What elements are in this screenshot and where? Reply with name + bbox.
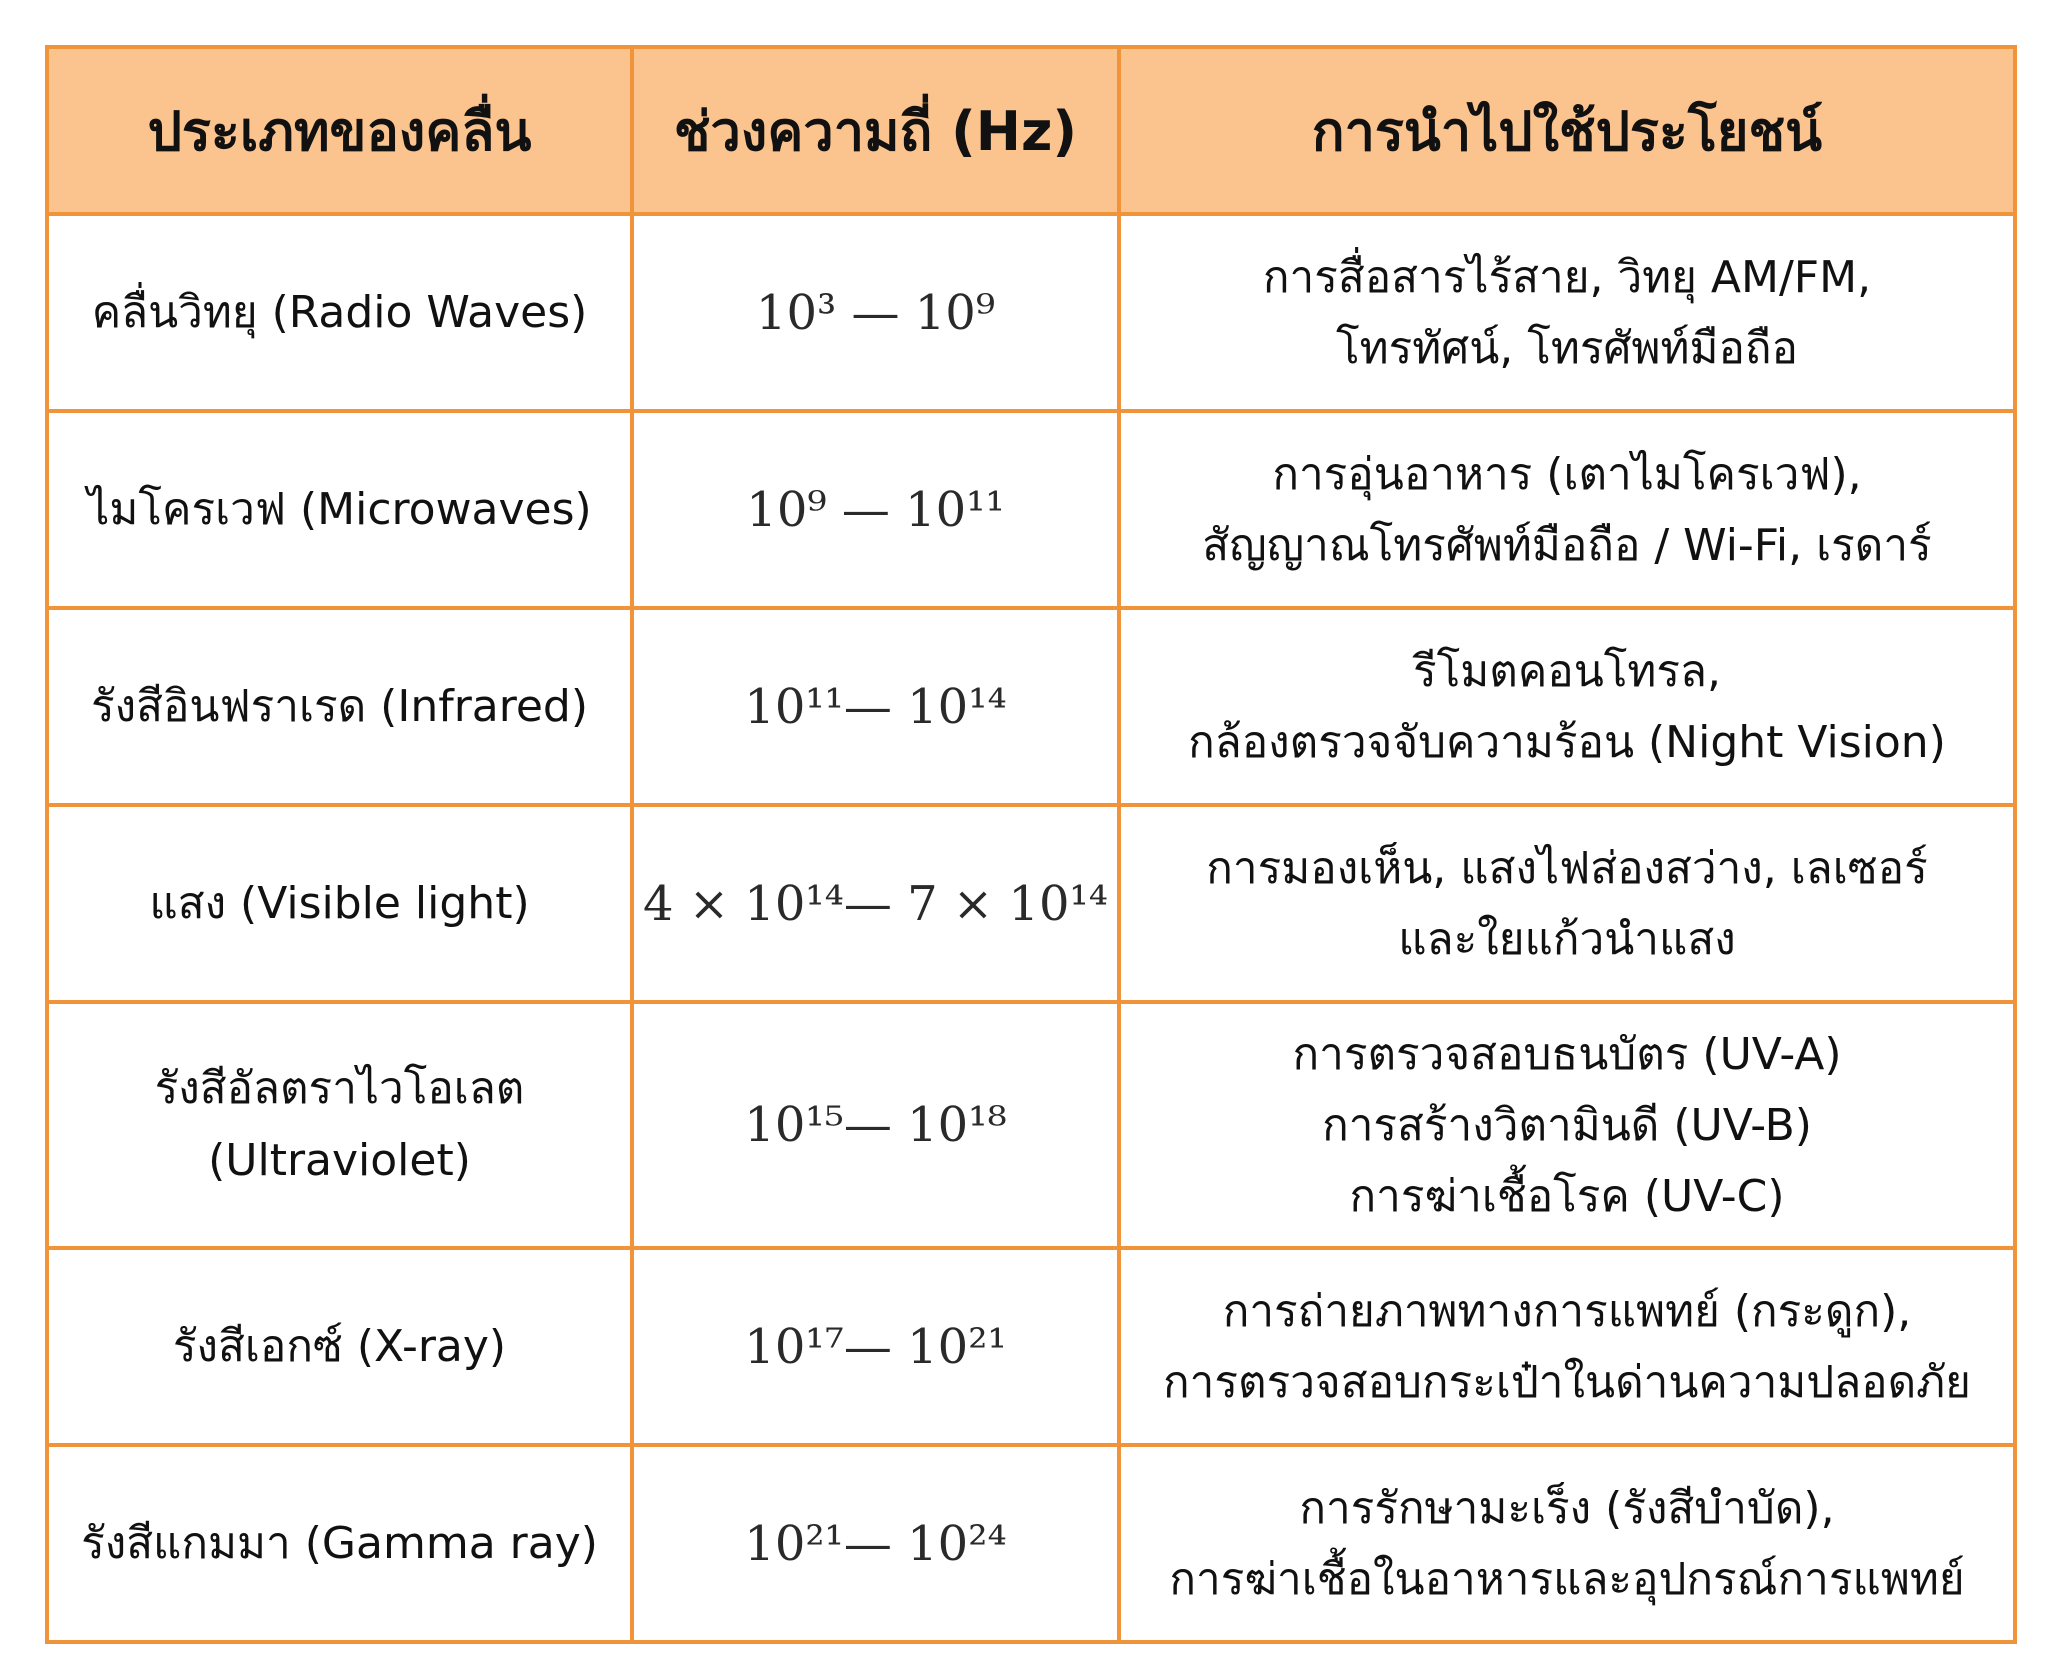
- wave-type-text: ไมโครเวฟ (Microwaves): [87, 483, 592, 535]
- wave-type-text: รังสีเอกซ์ (X-ray): [172, 1320, 507, 1372]
- frequency-range-cell: 10¹⁷— 10²¹: [632, 1248, 1119, 1445]
- wave-type-text: รังสีอินฟราเรด (Infrared): [90, 680, 589, 732]
- application-cell: [1119, 411, 2015, 608]
- wave-type-cell: [47, 608, 632, 805]
- frequency-range-cell: 10¹¹— 10¹⁴: [632, 608, 1119, 805]
- wave-type-cell: [47, 1248, 632, 1445]
- table-row: [47, 411, 2015, 608]
- wave-type-cell: [47, 214, 632, 411]
- application-cell: [1119, 214, 2015, 411]
- table-row: [47, 608, 2015, 805]
- application-line: และใยแก้วนำแสง: [1398, 913, 1736, 965]
- application-line: โทรทัศน์, โทรศัพท์มือถือ: [1336, 322, 1798, 374]
- application-line: รีโมตคอนโทรล,: [1413, 645, 1721, 697]
- frequency-range-cell: 10²¹— 10²⁴: [632, 1445, 1119, 1642]
- table-row: [47, 214, 2015, 411]
- wave-type-cell: [47, 1445, 632, 1642]
- wave-type-text: คลื่นวิทยุ (Radio Waves): [91, 286, 588, 338]
- application-line: การมองเห็น, แสงไฟส่องสว่าง, เลเซอร์: [1206, 842, 1928, 894]
- application-line: การตรวจสอบธนบัตร (UV-A): [1292, 1028, 1842, 1080]
- application-line: การตรวจสอบกระเป๋าในด่านความปลอดภัย: [1163, 1356, 1971, 1408]
- table-row: [47, 805, 2015, 1002]
- frequency-range-cell: 10⁹ — 10¹¹: [632, 411, 1119, 608]
- header-row: [47, 47, 2015, 214]
- table-header: [47, 47, 2015, 214]
- application-cell: [1119, 1248, 2015, 1445]
- application-line: กล้องตรวจจับความร้อน (Night Vision): [1188, 716, 1946, 768]
- application-line: การถ่ายภาพทางการแพทย์ (กระดูก),: [1222, 1285, 1912, 1337]
- application-cell: [1119, 608, 2015, 805]
- application-cell: [1119, 1445, 2015, 1642]
- header-applications: การนำไปใช้ประโยชน์: [1119, 47, 2015, 214]
- wave-type-text: รังสีอัลตราไวโอเลต: [154, 1063, 525, 1114]
- wave-type-text: แสง (Visible light): [149, 877, 530, 929]
- frequency-range-cell: 10³ — 10⁹: [632, 214, 1119, 411]
- application-line: การอุ่นอาหาร (เตาไมโครเวฟ),: [1272, 448, 1862, 500]
- wave-type-text: (Ultraviolet): [208, 1135, 471, 1186]
- application-line: สัญญาณโทรศัพท์มือถือ / Wi-Fi, เรดาร์: [1202, 519, 1932, 571]
- frequency-range-cell: 4 × 10¹⁴— 7 × 10¹⁴: [632, 805, 1119, 1002]
- wave-table: [45, 45, 2017, 1644]
- application-line: การสร้างวิตามินดี (UV-B): [1322, 1099, 1812, 1151]
- table-row: [47, 1445, 2015, 1642]
- application-line: การสื่อสารไร้สาย, วิทยุ AM/FM,: [1262, 251, 1872, 303]
- wave-type-cell: [47, 411, 632, 608]
- header-frequency-range: ช่วงความถี่ (Hz): [632, 47, 1119, 214]
- application-line: การฆ่าเชื้อโรค (UV-C): [1349, 1170, 1785, 1222]
- application-line: การฆ่าเชื้อในอาหารและอุปกรณ์การแพทย์: [1169, 1553, 1965, 1605]
- frequency-range-cell: 10¹⁵— 10¹⁸: [632, 1002, 1119, 1248]
- wave-type-cell: [47, 1002, 632, 1248]
- table-row: [47, 1002, 2015, 1248]
- application-cell: [1119, 1002, 2015, 1248]
- application-line: การรักษามะเร็ง (รังสีบำบัด),: [1299, 1482, 1835, 1534]
- header-wave-type: ประเภทของคลื่น: [47, 47, 632, 214]
- wave-type-text: รังสีแกมมา (Gamma ray): [81, 1517, 598, 1569]
- table-row: [47, 1248, 2015, 1445]
- wave-type-cell: [47, 805, 632, 1002]
- application-cell: [1119, 805, 2015, 1002]
